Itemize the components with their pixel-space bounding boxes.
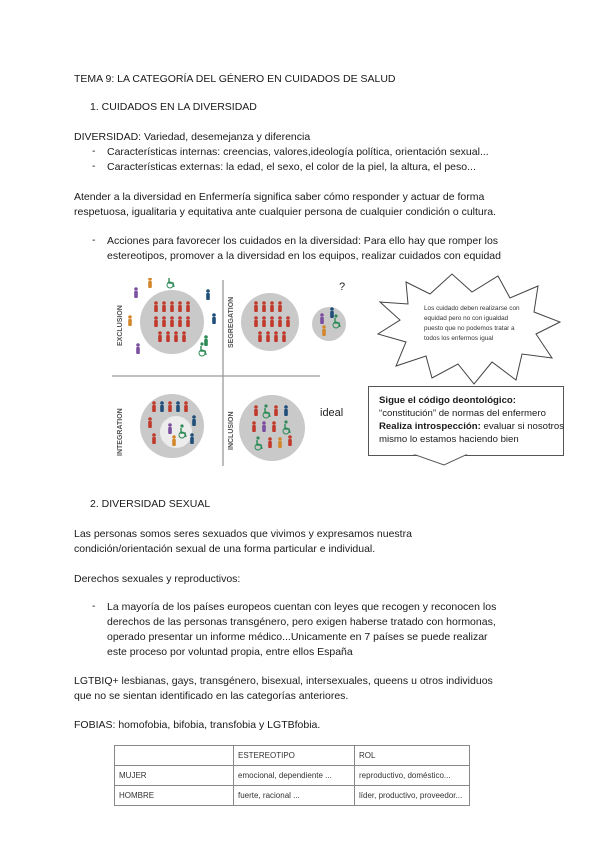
table-cell: fuerte, racional ...	[234, 786, 355, 806]
paragraph-line: respetuosa, igualitaria y equitativa ante cualquier persona de cualquier condición o cultura.	[74, 206, 497, 218]
thought-bubble-line: todos los enfermos igual	[424, 335, 494, 342]
paragraph-line: Las personas somos seres sexuados que vivimos y expresamos nuestra	[74, 528, 412, 540]
bullet-dash: -	[92, 600, 96, 612]
table-header-row	[115, 746, 470, 766]
actions-line: estereotipos, promover a la diversidad en los equipos, realizar cuidados con equidad	[107, 250, 501, 262]
table-cell: líder, productivo, proveedor...	[355, 786, 470, 806]
transgender-line: derechos de las personas transgénero, pero exigen haberse tratado con hormonas,	[107, 616, 496, 628]
section-2-heading: 2. DIVERSIDAD SEXUAL	[90, 498, 211, 510]
callout-line-1: Sigue el código deontológico:	[379, 395, 516, 406]
table-row	[115, 766, 470, 786]
label-segregation: SEGREGATION	[228, 296, 235, 348]
bullet-dash: -	[92, 160, 96, 172]
bullet-internal: Características internas: creencias, valores,ideología política, orientación sexual...	[107, 146, 489, 158]
inclusion-circle	[239, 395, 305, 461]
actions-line: Acciones para favorecer los cuidados en la diversidad: Para ello hay que romper los	[107, 235, 499, 247]
integration-inner-circle	[160, 416, 192, 448]
table-cell: MUJER	[115, 766, 234, 786]
callout-line-2: “constitución” de normas del enfermero	[379, 408, 546, 419]
transgender-line: este proceso por voluntad propia, entre ellos España	[107, 646, 353, 658]
segregation-main-circle	[241, 293, 299, 351]
transgender-line: La mayoría de los países europeos cuentan con leyes que recogen y reconocen los	[107, 601, 497, 613]
bullet-dash: -	[92, 234, 96, 246]
transgender-line: operado presentar un informe médico...Unicamente en 7 países se puede realizar	[107, 631, 488, 643]
callout-line-4: mismo lo estamos haciendo bien	[379, 434, 519, 445]
fobias-line: FOBIAS: homofobia, bifobia, transfobia y LGTBfobia.	[74, 719, 321, 731]
paragraph-line: Atender a la diversidad en Enfermería significa saber cómo responder y actuar de forma	[74, 191, 485, 203]
segregation-small-circle	[312, 307, 346, 341]
thought-bubble-line: equidad pero no con igualdad	[424, 315, 509, 322]
exclusion-quadrant	[128, 278, 216, 356]
paragraph-line: condición/orientación sexual de una forma particular e individual.	[74, 543, 376, 555]
table-cell: reproductivo, doméstico...	[355, 766, 470, 786]
question-mark: ?	[339, 281, 346, 293]
document-title: TEMA 9: LA CATEGORÍA DEL GÉNERO EN CUIDADOS DE SALUD	[74, 73, 396, 85]
label-inclusion: INCLUSION	[228, 411, 235, 450]
table-cell: emocional, dependiente ...	[234, 766, 355, 786]
bullet-dash: -	[92, 145, 96, 157]
stereotype-role-table	[114, 745, 470, 806]
thought-bubble-line: puesto que no podemos tratar a	[424, 325, 515, 332]
thought-bubble	[374, 270, 564, 386]
diversity-definition: DIVERSIDAD: Variedad, desemejanza y diferencia	[74, 131, 311, 143]
bullet-external: Características externas: la edad, el sexo, el color de la piel, la altura, el peso...	[107, 161, 476, 173]
callout-tail	[410, 453, 470, 467]
segregation-quadrant	[241, 293, 346, 351]
rights-label: Derechos sexuales y reproductivos:	[74, 573, 241, 585]
integration-quadrant	[140, 394, 204, 458]
thought-bubble-line: Los cuidado deben realizarse con	[424, 305, 520, 312]
callout-line-3: Realiza introspección: evaluar si nosotros	[379, 421, 565, 432]
label-integration: INTEGRATION	[117, 408, 124, 456]
table-row	[115, 786, 470, 806]
table-cell: HOMBRE	[115, 786, 234, 806]
deontology-callout	[368, 386, 564, 456]
table-header-cell	[115, 746, 234, 766]
inclusion-quadrant	[239, 395, 305, 461]
table-header-cell: ROL	[355, 746, 470, 766]
ideal-label: ideal	[320, 407, 344, 419]
section-1-heading: 1. CUIDADOS EN LA DIVERSIDAD	[90, 101, 257, 113]
table-header-cell: ESTEREOTIPO	[234, 746, 355, 766]
label-exclusion: EXCLUSION	[117, 305, 124, 346]
lgtbiq-line: LGTBIQ+ lesbianas, gays, transgénero, bisexual, intersexuales, queens u otros individuos	[74, 675, 493, 687]
diversity-quadrant-figure	[110, 278, 350, 468]
lgtbiq-line: que no se sientan identificado en las categorías anteriores.	[74, 690, 349, 702]
